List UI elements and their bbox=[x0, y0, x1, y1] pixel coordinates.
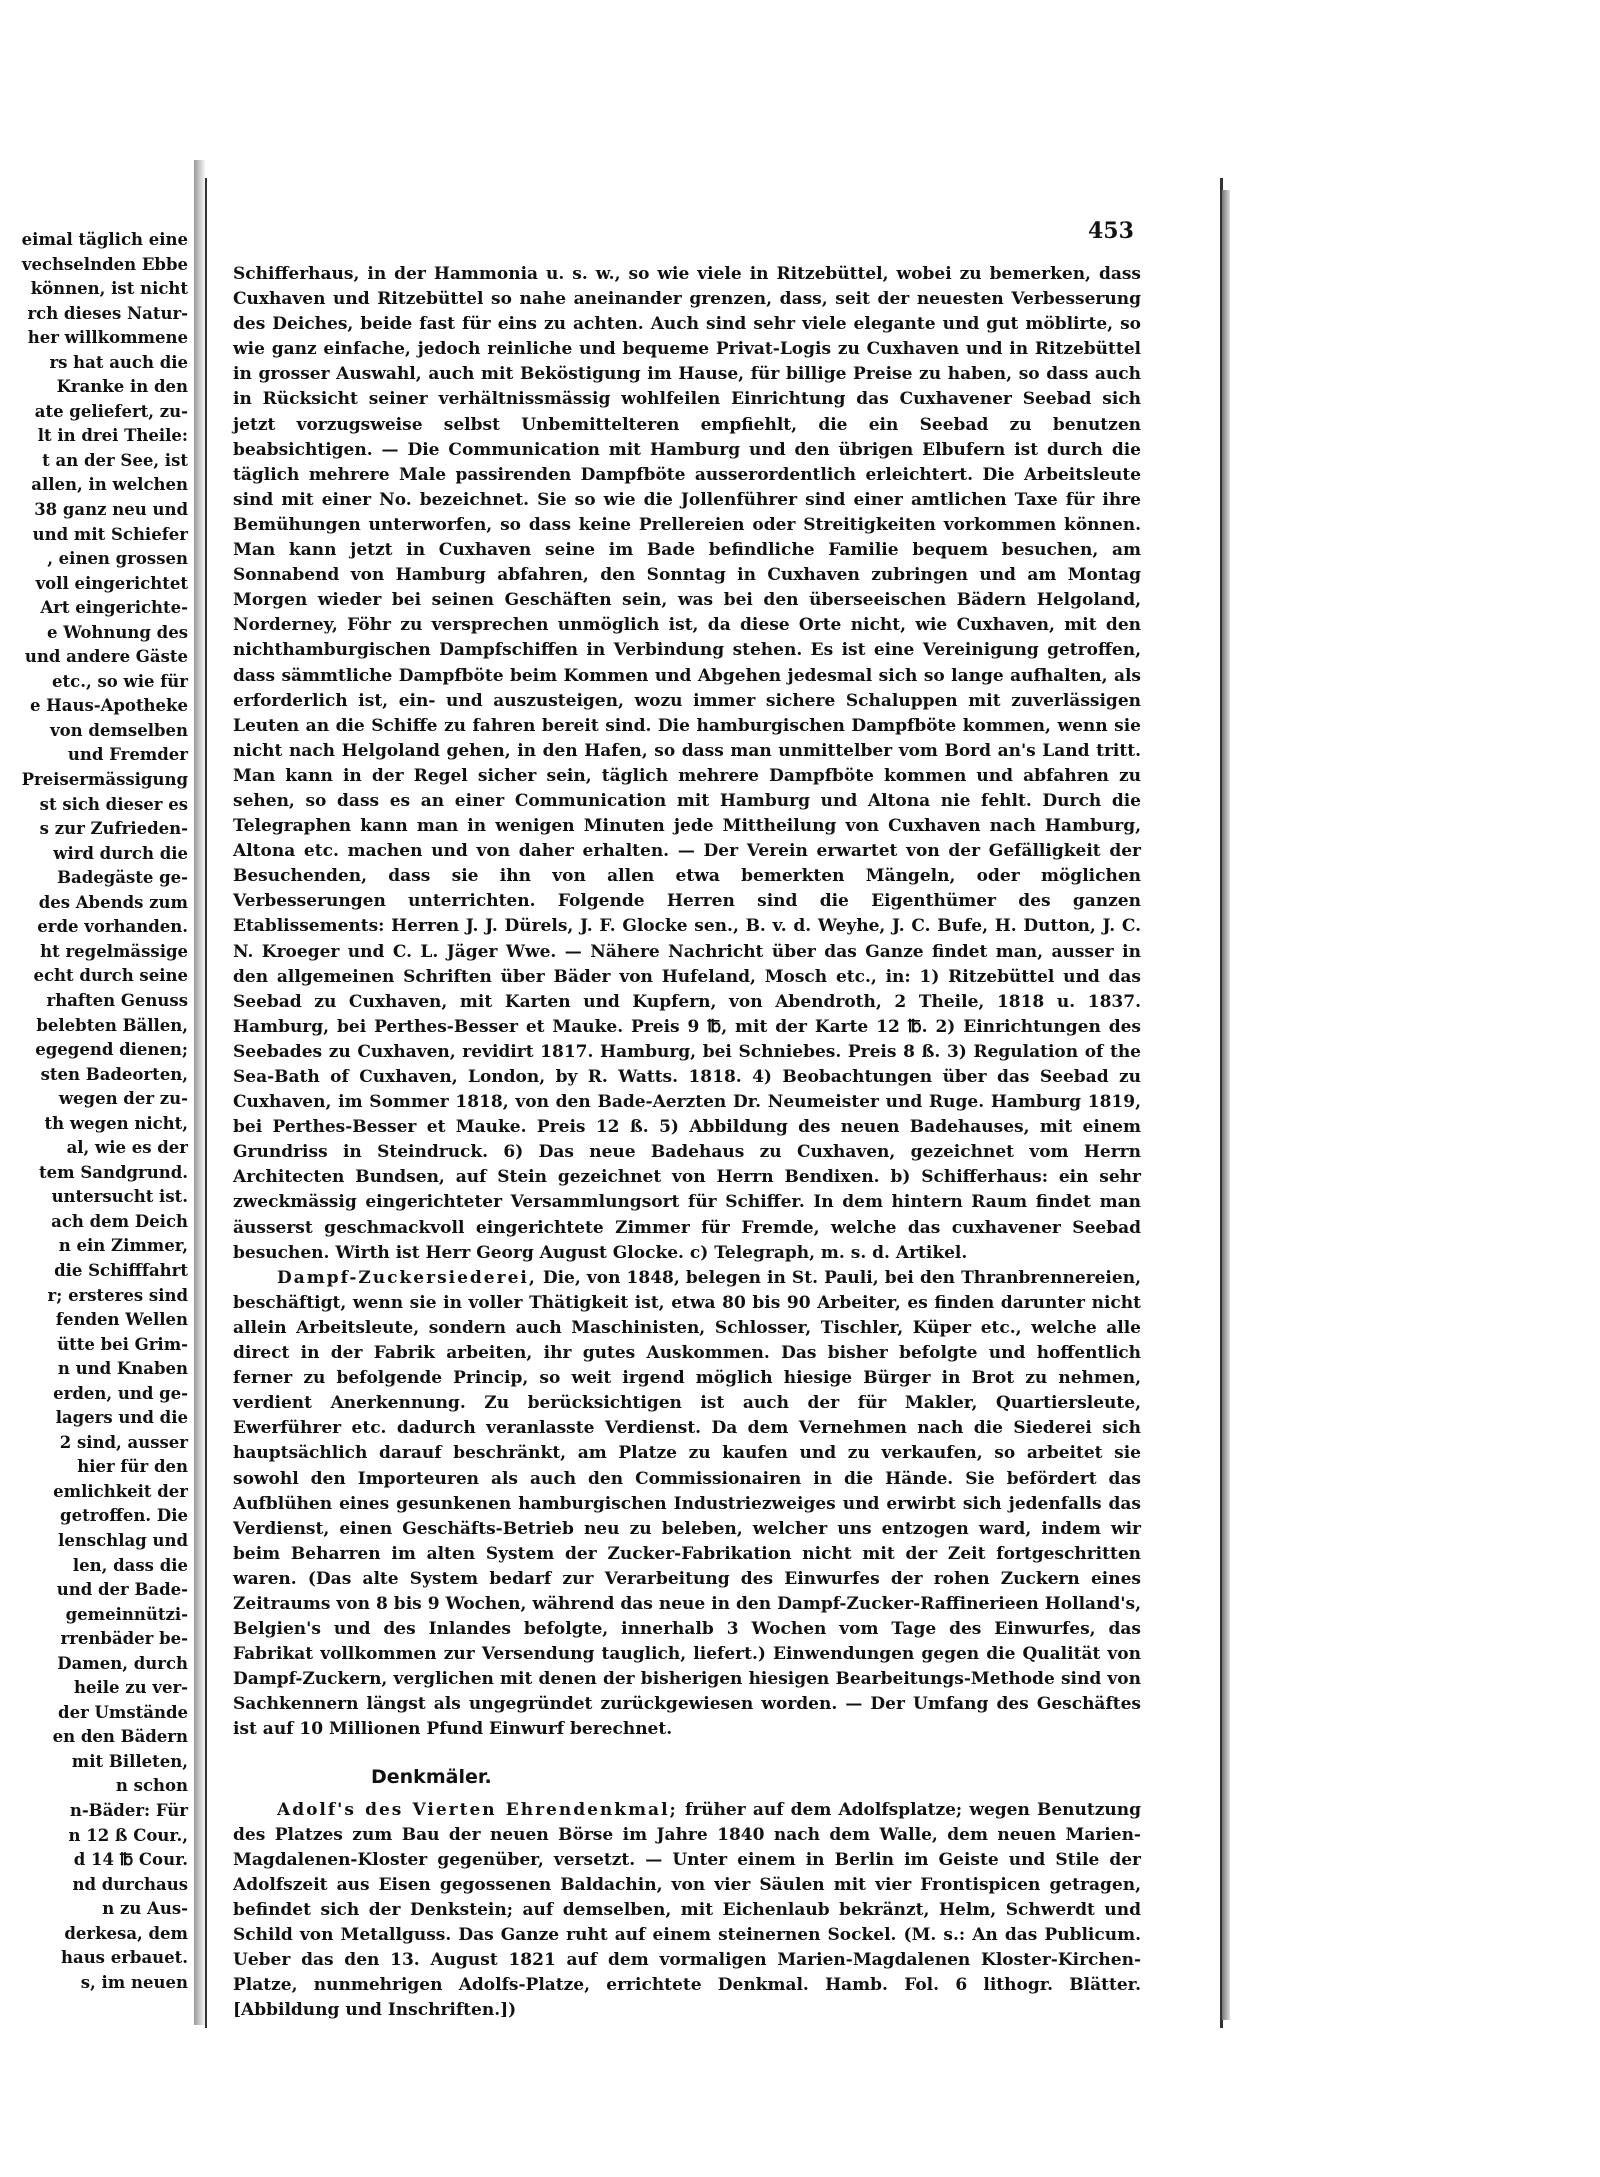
facing-page-line: erde vorhanden. bbox=[37, 917, 188, 937]
facing-page-line: getroffen. Die bbox=[60, 1506, 188, 1526]
facing-page-line: hier für den bbox=[77, 1457, 188, 1477]
page-edge bbox=[1222, 190, 1230, 2020]
facing-page-line: tem Sandgrund. bbox=[39, 1162, 188, 1182]
facing-page-line: eimal täglich eine bbox=[21, 230, 188, 249]
facing-page-line: mit Billeten, bbox=[71, 1751, 188, 1771]
facing-page-line: lagers und die bbox=[55, 1408, 188, 1428]
facing-page-line: rch dieses Natur- bbox=[27, 303, 188, 323]
facing-page-line: lt in drei Theile: bbox=[37, 426, 188, 446]
facing-page-line: allen, in welchen bbox=[31, 475, 188, 495]
facing-page-line: vechselnden Ebbe bbox=[21, 254, 188, 274]
facing-page-line: e Wohnung des bbox=[46, 622, 188, 642]
facing-page-line: n schon bbox=[115, 1776, 188, 1796]
facing-page-line: belebten Bällen, bbox=[36, 1015, 188, 1035]
paragraph-zuckersiederei bbox=[233, 1266, 1141, 1743]
facing-page-line: und mit Schiefer bbox=[32, 524, 188, 544]
facing-page-line: und andere Gäste bbox=[24, 647, 188, 667]
facing-page-fragment bbox=[0, 160, 197, 2025]
facing-page-line: n 12 ß Cour., bbox=[68, 1825, 188, 1845]
facing-page-line: her willkommene bbox=[27, 328, 188, 348]
paragraph-denkmal bbox=[233, 1798, 1141, 2024]
facing-page-line: egegend dienen; bbox=[35, 1040, 188, 1060]
facing-page-line: heile zu ver- bbox=[73, 1678, 188, 1698]
facing-page-line: n zu Aus- bbox=[102, 1899, 188, 1919]
facing-page-line: die Schifffahrt bbox=[54, 1260, 188, 1280]
facing-page-line: r; ersteres sind bbox=[47, 1285, 188, 1305]
facing-page-line: Preisermässigung bbox=[21, 770, 188, 790]
facing-page-line: s, im neuen bbox=[80, 1972, 188, 1992]
facing-page-line: echt durch seine bbox=[33, 966, 188, 986]
facing-page-line: Badegäste ge- bbox=[57, 868, 188, 888]
facing-page-line: der Umstände bbox=[58, 1702, 188, 1722]
page-body bbox=[233, 262, 1141, 2023]
entry-lead: Adolf's des Vierten Ehrendenkmal; bbox=[277, 1799, 678, 1820]
entry-text: früher auf dem Adolfsplatze; wegen Benutzung des Platzes zum Bau der neuen Börse im Jahre 1840 nach dem Walle, dem neuen Marien-Magdalenen-Kloster gegenüber, versetzt. — Unter einem in Berlin im Geiste und Stile der Adolfszeit aus Eisen gegossenen Baldachin, von vier Säulen mit vier Frontispicen getragen, befindet sich der Denkstein; auf demselben, mit Eichenlaub bekränzt, Helm, Schwerdt und Schild von Metallguss. Das Ganze ruht auf einem steinernen Sockel. (M. s.: An das Publicum. Ueber das den 13. August 1821 auf dem vormaligen Marien-Magdalenen Kloster-Kirchen-Platze, nunmehrigen Adolfs-Platze, errichtete Denkmal. Hamb. Fol. 6 lithogr. Blätter. [Abbildung und Inschriften.]) bbox=[233, 1799, 1141, 2021]
facing-page-line: untersucht ist. bbox=[51, 1187, 188, 1207]
facing-page-line: rrenbäder be- bbox=[60, 1629, 188, 1649]
facing-page-line: derkesa, dem bbox=[64, 1923, 188, 1943]
facing-page-line: ate geliefert, zu- bbox=[34, 401, 188, 421]
facing-page-line: s zur Zufrieden- bbox=[39, 819, 188, 839]
facing-page-line: etc., so wie für bbox=[52, 671, 188, 691]
facing-page-line: ach dem Deich bbox=[51, 1211, 188, 1231]
facing-page-line: len, dass die bbox=[72, 1555, 188, 1575]
entry-text: Die, von 1848, belegen in St. Pauli, bei den Thranbrennereien, beschäftigt, wenn sie in voller Thätigkeit ist, etwa 80 bis 90 Arbeiter, es finden darunter nicht allein Arbeitsleute, sondern auch Maschinisten, Schlosser, Tischler, Küper etc., welche alle direct in der Fabrik arbeiten, ihr gutes Auskommen. Das bisher befolgte und hoffentlich ferner zu befolgende Princip, so weit irgend möglich hiesige Bürger in Brot zu nehmen, verdient Anerkennung. Zu berücksichtigen ist auch der für Makler, Quartiersleute, Ewerführer etc. dadurch veranlasste Verdienst. Da dem Vernehmen nach die Siederei sich hauptsächlich darauf beschränkt, am Platze zu kaufen und zu verkaufen, so arbeitet sie sowohl den Importeuren als auch den Commissionairen in die Hände. Sie befördert das Aufblühen eines gesunkenen hamburgischen Industriezweiges und erwirbt sich jedenfalls das Verdienst, einen Geschäfts-Betrieb neu zu beleben, welcher uns entzogen ward, indem wir beim Beharren im alten System der Zucker-Fabrikation nicht mit der Zeit fortgeschritten waren. (Das alte System bedarf zur Verarbeitung des Einwurfes der rohen Zuckern eines Zeitraums von 8 bis 9 Wochen, während das neue in den Dampf-Zucker-Raffinerieen Holland's, Belgien's und des Inlandes befolgte, innerhalb 3 Wochen vom Tage des Einwurfes, das Fabrikat vollkommen zur Versendung tauglich, liefert.) Einwendungen gegen die Qualität von Dampf-Zuckern, verglichen mit denen der bisherigen hiesigen Bearbeitungs-Methode sind von Sachkennern längst als ungegründet zurückgewiesen worden. — Der Umfang des Geschäftes ist auf 10 Millionen Pfund Einwurf berechnet. bbox=[233, 1267, 1141, 1740]
facing-page-line: emlichkeit der bbox=[53, 1481, 188, 1501]
facing-page-line: wird durch die bbox=[53, 843, 188, 863]
facing-page-line: n und Knaben bbox=[57, 1359, 188, 1379]
facing-page-line: nd durchaus bbox=[72, 1874, 188, 1894]
facing-page-line: des Abends zum bbox=[38, 892, 188, 912]
facing-page-line: 38 ganz neu und bbox=[34, 500, 188, 520]
facing-page-line: t an der See, ist bbox=[42, 450, 188, 470]
facing-page-line: erden, und ge- bbox=[53, 1383, 188, 1403]
facing-page-line: und der Bade- bbox=[56, 1580, 188, 1600]
facing-page-line: n ein Zimmer, bbox=[58, 1236, 188, 1256]
facing-page-line: ht regelmässige bbox=[40, 941, 188, 961]
facing-page-line: lenschlag und bbox=[58, 1530, 188, 1550]
facing-page-line: n-Bäder: Für bbox=[69, 1801, 188, 1820]
facing-page-text bbox=[22, 228, 194, 1995]
facing-page-line: sten Badeorten, bbox=[40, 1064, 188, 1084]
facing-page-line: und Fremder bbox=[67, 745, 188, 765]
facing-page-line: st sich dieser es bbox=[39, 794, 188, 814]
page-number: 453 bbox=[1088, 218, 1134, 244]
facing-page-line: haus erbauet. bbox=[61, 1948, 188, 1968]
facing-page-line: rs hat auch die bbox=[49, 352, 188, 372]
facing-page-line: können, ist nicht bbox=[30, 279, 188, 299]
facing-page-line: al, wie es der bbox=[66, 1138, 188, 1158]
facing-page-line: wegen der zu- bbox=[58, 1089, 188, 1109]
facing-page-line: en den Bädern bbox=[52, 1727, 188, 1747]
facing-page-line: Damen, durch bbox=[57, 1653, 188, 1673]
section-heading: Denkmäler. bbox=[371, 1765, 492, 1788]
facing-page-line: ütte bei Grim- bbox=[57, 1334, 188, 1354]
facing-page-line: th wegen nicht, bbox=[44, 1113, 188, 1133]
facing-page-line: Kranke in den bbox=[56, 377, 188, 397]
facing-page-line: von demselben bbox=[50, 720, 188, 740]
facing-page-line: voll eingerichtet bbox=[35, 573, 188, 593]
facing-page-line: 2 sind, ausser bbox=[59, 1432, 188, 1452]
facing-page-line: d 14 ℔ Cour. bbox=[73, 1850, 188, 1870]
facing-page-line: fenden Wellen bbox=[55, 1310, 188, 1330]
facing-page-line: rhaften Genuss bbox=[46, 990, 188, 1010]
paragraph-cuxhaven: Schifferhaus, in der Hammonia u. s. w., so wie viele in Ritzebüttel, wobei zu bemerken, dass Cuxhaven und Ritzebüttel so nahe aneinander grenzen, dass, seit der neuesten Verbesserung des Deiches, beide fast für eins zu achten. Auch sind sehr viele elegante und gut möblirte, so wie ganz einfache, jedoch reinliche und bequeme Privat-Logis zu Cuxhaven und in Ritzebüttel in grosser Auswahl, auch mit Beköstigung im Hause, für billige Preise zu haben, so dass auch in Rücksicht seiner verhältnissmässig wohlfeilen Einrichtung das Cuxhavener Seebad sich jetzt vorzugsweise selbst Unbemittelteren empfiehlt, die ein Seebad zu benutzen beabsichtigen. — Die Communication mit Hamburg und den übrigen Elbufern ist durch die täglich mehrere Male passirenden Dampfböte ausserordentlich erleichtert. Die Arbeitsleute sind mit einer No. bezeichnet. Sie so wie die Jollenführer sind einer amtlichen Taxe für ihre Bemühungen unterworfen, so dass keine Prellereien oder Streitigkeiten vorkommen können. Man kann jetzt in Cuxhaven seine im Bade befindliche Familie bequem besuchen, am Sonnabend von Hamburg abfahren, den Sonntag in Cuxhaven zubringen und am Montag Morgen wieder bei seinen Geschäften sein, was bei den überseeischen Bädern Helgoland, Norderney, Föhr zu versprechen unmöglich ist, da diese Orte nicht, wie Cuxhaven, mit den nichthamburgischen Dampfschiffen in Verbindung stehen. Es ist eine Vereinigung getroffen, dass sämmtliche Dampfböte beim Kommen und Abgehen jedesmal sich so lange aufhalten, als erforderlich ist, ein- und auszusteigen, wozu immer sichere Schaluppen mit zuverlässigen Leuten an die Schiffe zu fahren bereit sind. Die hamburgischen Dampfböte kommen, wenn sie nicht nach Helgoland gehen, in den Hafen, so dass man unmittelber vom Bord an's Land tritt. Man kann in der Regel sicher sein, täglich mehrere Dampfböte kommen und abfahren zu sehen, so dass es an einer Communication mit Hamburg und Altona nie fehlt. Durch die Telegraphen kann man in wenigen Minuten jede Mittheilung von Cuxhaven nach Hamburg, Altona etc. machen und von daher erhalten. — Der Verein erwartet von der Gefälligkeit der Besuchenden, dass sie ihn von allen etwa bemerkten Mängeln, oder möglichen Verbesserungen unterrichten. Folgende Herren sind die Eigenthümer des ganzen Etablissements: Herren J. J. Dürels, J. F. Glocke sen., B. v. d. Weyhe, J. C. Bufe, H. Dutton, J. C. N. Kroeger und C. L. Jäger Wwe. — Nähere Nachricht über das Ganze findet man, ausser in den allgemeinen Schriften über Bäder von Hufeland, Mosch etc., in: 1) Ritzebüttel und das Seebad zu Cuxhaven, mit Karten und Kupfern, von Abendroth, 2 Theile, 1818 u. 1837. Hamburg, bei Perthes-Besser et Mauke. Preis 9 ℔, mit der Karte 12 ℔. 2) Einrichtungen des Seebades zu Cuxhaven, revidirt 1817. Hamburg, bei Schniebes. Preis 8 ß. 3) Regulation of the Sea-Bath of Cuxhaven, London, by R. Watts. 1818. 4) Beobachtungen über das Seebad zu Cuxhaven, im Sommer 1818, von den Bade-Aerzten Dr. Neumeister und Ruge. Hamburg 1819, bei Perthes-Besser et Mauke. Preis 12 ß. 5) Abbildung des neuen Badehauses, mit einem Grundriss in Steindruck. 6) Das neue Badehaus zu Cuxhaven, gezeichnet vom Herrn Architecten Bundsen, auf Stein gezeichnet von Herrn Bendixen. b) Schifferhaus: ein sehr zweckmässig eingerichteter Versammlungsort für Schiffer. In dem hintern Raum findet man äusserst geschmackvoll eingerichtete Zimmer für Fremde, welche das cuxhavener Seebad besuchen. Wirth ist Herr Georg August Glocke. c) Telegraph, m. s. d. Artikel. bbox=[233, 264, 1141, 1263]
facing-page-line: gemeinnützi- bbox=[65, 1604, 188, 1624]
facing-page-line: e Haus-Apotheke bbox=[29, 696, 188, 716]
facing-page-line: , einen grossen bbox=[47, 549, 188, 569]
facing-page-line: Art eingerichte- bbox=[40, 598, 188, 618]
entry-lead: Dampf-Zuckersiederei, bbox=[277, 1267, 537, 1288]
